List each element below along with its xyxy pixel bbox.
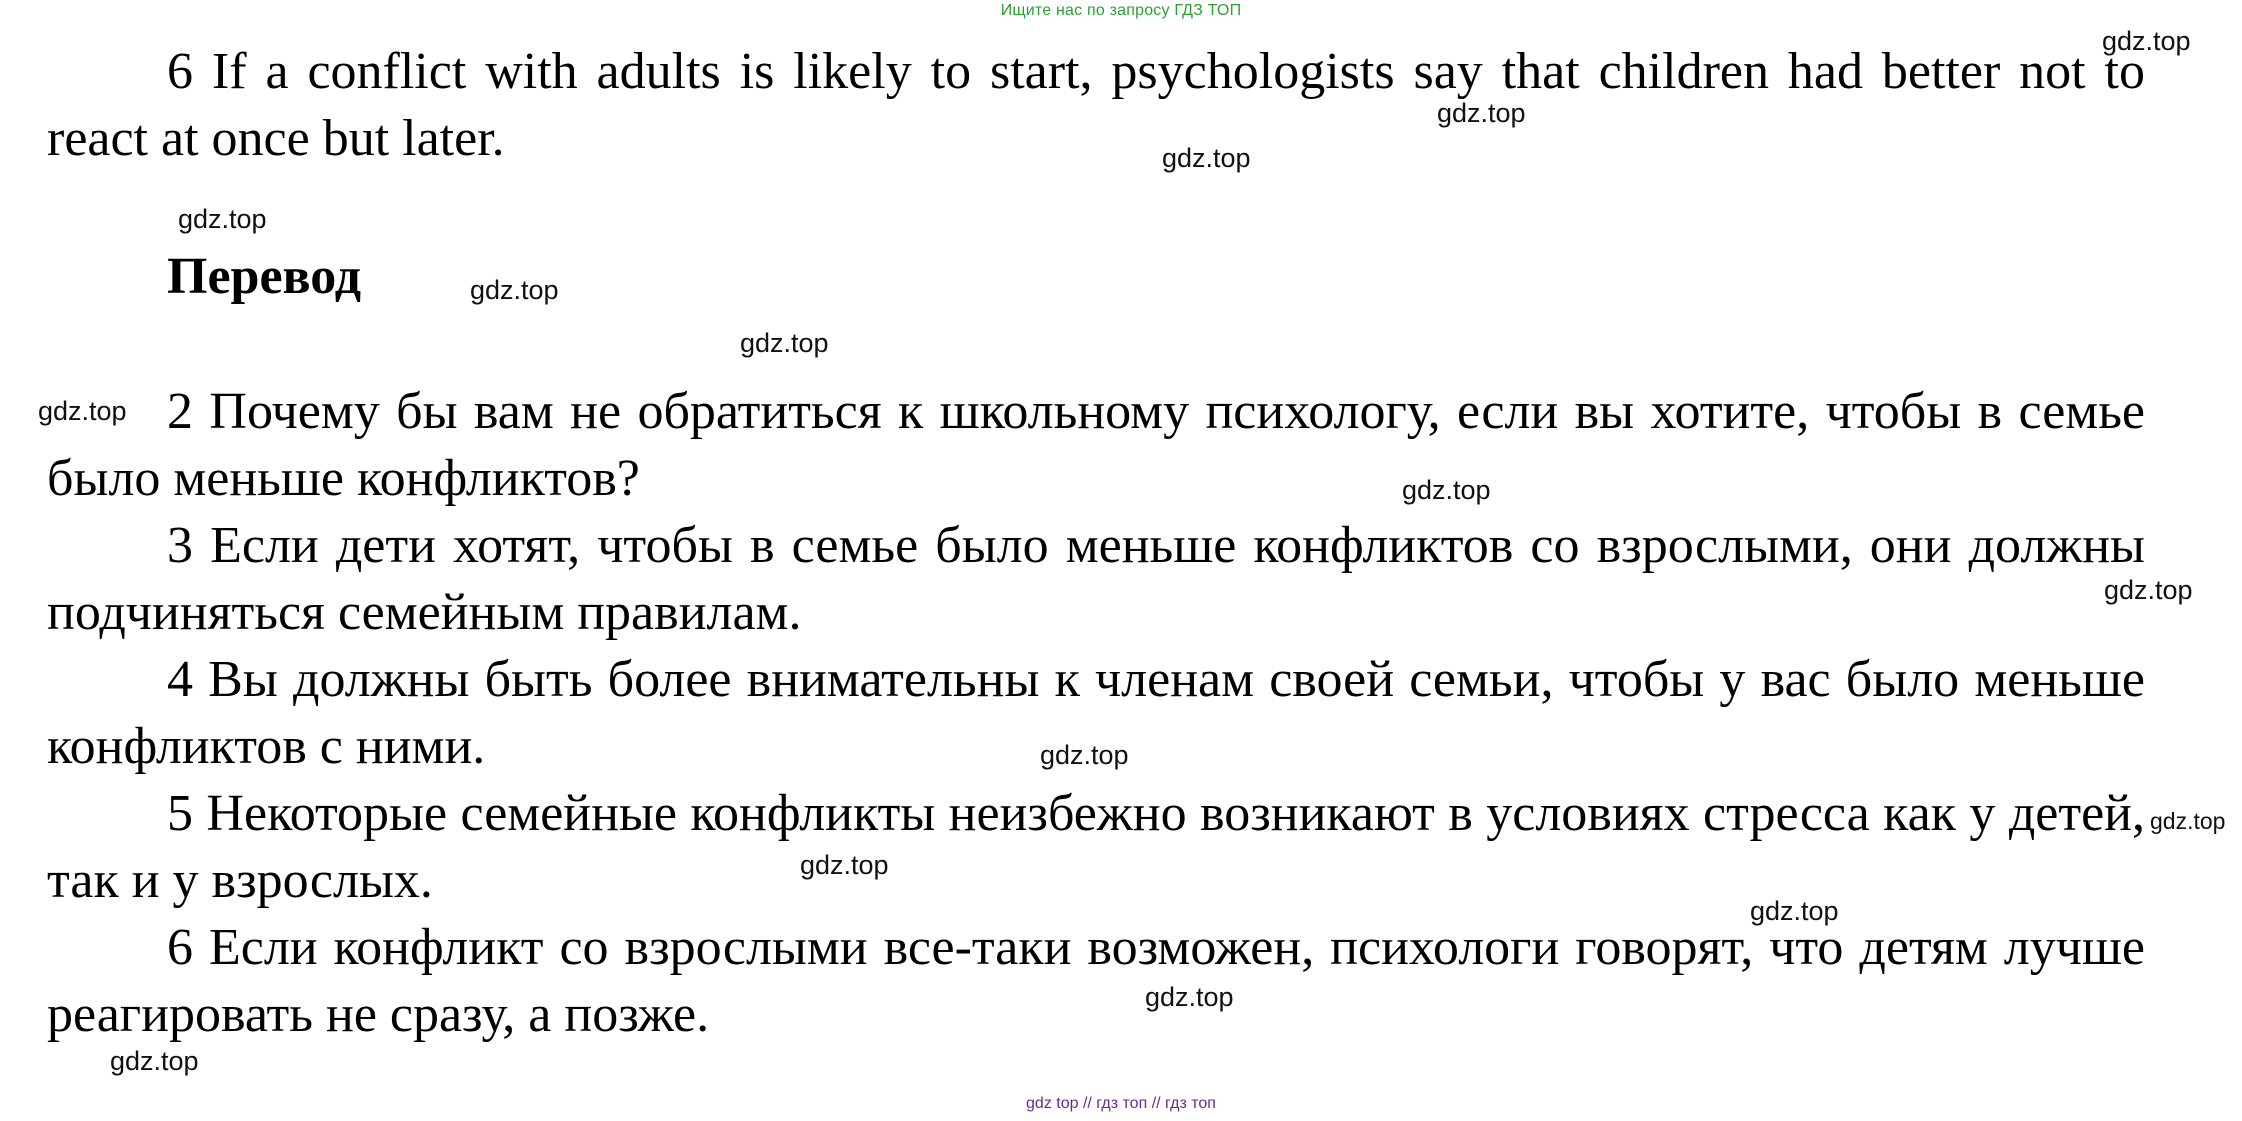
watermark: gdz.top [2150,808,2226,834]
watermark: gdz.top [1162,143,1251,173]
watermark: gdz.top [740,328,829,358]
watermark: gdz.top [800,850,889,880]
watermark: gdz.top [1402,475,1491,505]
paragraph-ru-3: 3 Если дети хотят, чтобы в семье было меньше конфликтов со взрослыми, они должны подчиняться семейным правилам. [47,517,2145,641]
heading-translation: Перевод [167,248,362,305]
watermark: gdz.top [110,1046,199,1076]
paragraph-ru-6: 6 Если конфликт со взрослыми все-таки возможен, психологи говорят, что детям лучше реагировать не сразу, а позже. [47,919,2145,1043]
paragraph-english-6: 6 If a conflict with adults is likely to start, psychologists say that children had better not to react at once but later. [47,43,2145,167]
paragraph-ru-4: 4 Вы должны быть более внимательны к членам своей семьи, чтобы у вас было меньше конфликтов с ними. [47,651,2145,775]
watermark: gdz.top [1437,98,1526,128]
bottom-banner: gdz top // гдз топ // гдз топ [1026,1095,1216,1112]
watermark: gdz.top [470,275,559,305]
paragraph-ru-2: 2 Почему бы вам не обратиться к школьному психологу, если вы хотите, чтобы в семье было меньше конфликтов? [47,383,2145,507]
watermark: gdz.top [2102,26,2191,56]
watermark: gdz.top [1145,982,1234,1012]
watermark: gdz.top [178,204,267,234]
watermark: gdz.top [1040,740,1129,770]
watermark: gdz.top [1750,896,1839,926]
paragraph-ru-5: 5 Некоторые семейные конфликты неизбежно возникают в условиях стресса как у детей, так и у взрослых. [47,785,2145,909]
watermark: gdz.top [38,396,127,426]
top-banner: Ищите нас по запросу ГДЗ ТОП [1000,2,1242,19]
watermark: gdz.top [2104,575,2193,605]
